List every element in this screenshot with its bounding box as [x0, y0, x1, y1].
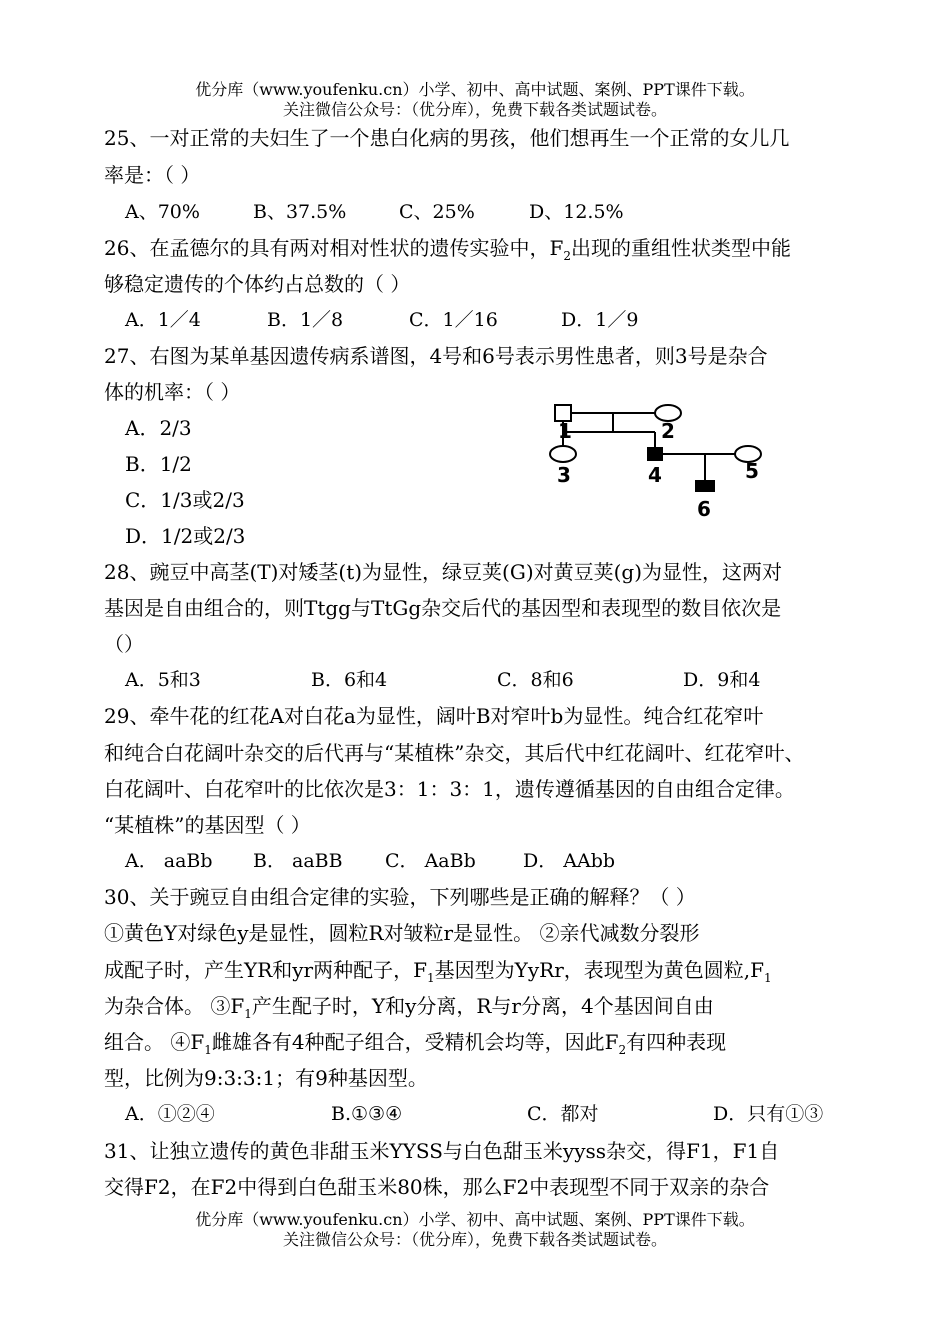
- q28-option-b: B．6和4: [311, 669, 388, 691]
- q27-option-c: C．1/3或2/3: [125, 488, 245, 512]
- pedigree-individual-4: [647, 447, 663, 461]
- q25-option-c: C、25%: [399, 201, 475, 223]
- pedigree-label-5: 5: [745, 459, 759, 483]
- q28-option-a: A．5和3: [125, 669, 201, 691]
- q30-line-1: 30、关于豌豆自由组合定律的实验，下列哪些是正确的解释？（ ）: [104, 885, 696, 909]
- q25-options: [125, 198, 624, 226]
- q29-option-a: A． aaBb: [125, 850, 213, 872]
- q30-line-4: 为杂合体。 $③F_1$产生配子时，Y和y分离，R与r分离，4个基因间自由: [104, 994, 714, 1021]
- q28-option-d: D．9和4: [683, 669, 761, 691]
- q29-option-c: C． AaBb: [385, 850, 476, 872]
- page-footer: [0, 1210, 950, 1250]
- pedigree-label-3: 3: [557, 463, 571, 487]
- q30-line-5: 组合。 $④F_1$雌雄各有4种配子组合，受精机会均等，因此$F_2$有四种表现: [104, 1030, 727, 1057]
- q28-line-3: （）: [104, 632, 144, 656]
- q26-option-b: B．1／8: [267, 309, 344, 331]
- pedigree-label-6: 6: [697, 497, 711, 521]
- q30-option-b: B.①③④: [331, 1103, 403, 1125]
- q29-options: [125, 847, 615, 875]
- q26-option-d: D．1／9: [561, 309, 639, 331]
- q29-option-b: B． aaBB: [253, 850, 343, 872]
- q25-line-1: 25、一对正常的夫妇生了一个患白化病的男孩，他们想再生一个正常的女儿几: [104, 126, 790, 150]
- pedigree-label-1: 1: [558, 419, 572, 443]
- q25-option-a: A、70%: [125, 201, 200, 223]
- q26-line-2: 够稳定遗传的个体约占总数的（ ）: [104, 272, 411, 296]
- q25-option-d: D、12.5%: [529, 201, 624, 223]
- q27-option-a: A．2/3: [125, 416, 192, 440]
- q27-line-1: 27、右图为某单基因遗传病系谱图，4号和6号表示男性患者，则3号是杂合: [104, 344, 768, 368]
- pedigree-individual-3: [550, 446, 576, 462]
- q26-options: [125, 306, 638, 334]
- q28-option-c: C．8和6: [497, 669, 574, 691]
- footer-line-1: 优分库（www.youfenku.cn）小学、初中、高中试题、案例、PPT课件下载。: [195, 1210, 755, 1229]
- q30-option-d: D．只有①③: [713, 1103, 824, 1125]
- q27-line-2: 体的机率：（ ）: [104, 380, 241, 404]
- q30-line-6: 型，比例为9:3:3:1；有9种基因型。: [104, 1066, 428, 1090]
- pedigree-individual-6: [695, 480, 715, 492]
- q27-option-d: D．1/2或2/3: [125, 524, 246, 548]
- q29-option-d: D． AAbb: [523, 850, 616, 872]
- q26-option-a: A．1／4: [125, 309, 201, 331]
- q27-option-b: B．1/2: [125, 452, 192, 476]
- q25-option-b: B、37.5%: [253, 201, 347, 223]
- q29-line-2: 和纯合白花阔叶杂交的后代再与“某植株”杂交，其后代中红花阔叶、红花窄叶、: [104, 741, 805, 765]
- q28-line-2: 基因是自由组合的，则Ttgg与TtGg杂交后代的基因型和表现型的数目依次是: [104, 596, 782, 620]
- header-line-2: 关注微信公众号：（优分库），免费下载各类试题试卷。: [282, 100, 667, 119]
- footer-line-2: 关注微信公众号：（优分库），免费下载各类试题试卷。: [282, 1230, 667, 1249]
- q26-line-1: 26、在孟德尔的具有两对相对性状的遗传实验中，$F_2$出现的重组性状类型中能: [104, 236, 791, 263]
- q30-option-a: A．①②④: [125, 1103, 215, 1125]
- q25-line-2: 率是：（ ）: [104, 163, 201, 187]
- q29-line-4: “某植株”的基因型（ ）: [104, 813, 311, 837]
- pedigree-label-4: 4: [648, 463, 662, 487]
- pedigree-label-2: 2: [661, 419, 675, 443]
- q28-line-1: 28、豌豆中高茎(T)对矮茎(t)为显性，绿豆荚(G)对黄豆荚(g)为显性，这两对: [104, 560, 783, 584]
- q30-line-3: 成配子时，产生YR和yr两种配子，$F_1$基因型为YyRr，表现型为黄色圆粒$,F_1$: [104, 958, 772, 985]
- q30-line-2: ①黄色Y对绿色y是显性，圆粒R对皱粒r是显性。 ②亲代减数分裂形: [104, 921, 700, 945]
- q26-option-c: C．1／16: [409, 309, 498, 331]
- q30-option-c: C．都对: [527, 1103, 599, 1125]
- q30-options: [125, 1100, 823, 1128]
- q31-line-1: 31、让独立遗传的黄色非甜玉米YYSS与白色甜玉米yyss杂交，得F1，F1自: [104, 1139, 780, 1163]
- q29-line-1: 29、牵牛花的红花A对白花a为显性，阔叶B对窄叶b为显性。纯合红花窄叶: [104, 704, 764, 728]
- q28-options: [125, 666, 760, 694]
- header-line-1: 优分库（www.youfenku.cn）小学、初中、高中试题、案例、PPT课件下载。: [195, 80, 755, 99]
- pedigree-chart: [545, 396, 785, 526]
- q29-line-3: 白花阔叶、白花窄叶的比依次是3：1：3：1，遗传遵循基因的自由组合定律。: [104, 777, 795, 801]
- q31-line-2: 交得F2，在F2中得到白色甜玉米80株，那么F2中表现型不同于双亲的杂合: [104, 1175, 770, 1199]
- page-header: [0, 80, 950, 120]
